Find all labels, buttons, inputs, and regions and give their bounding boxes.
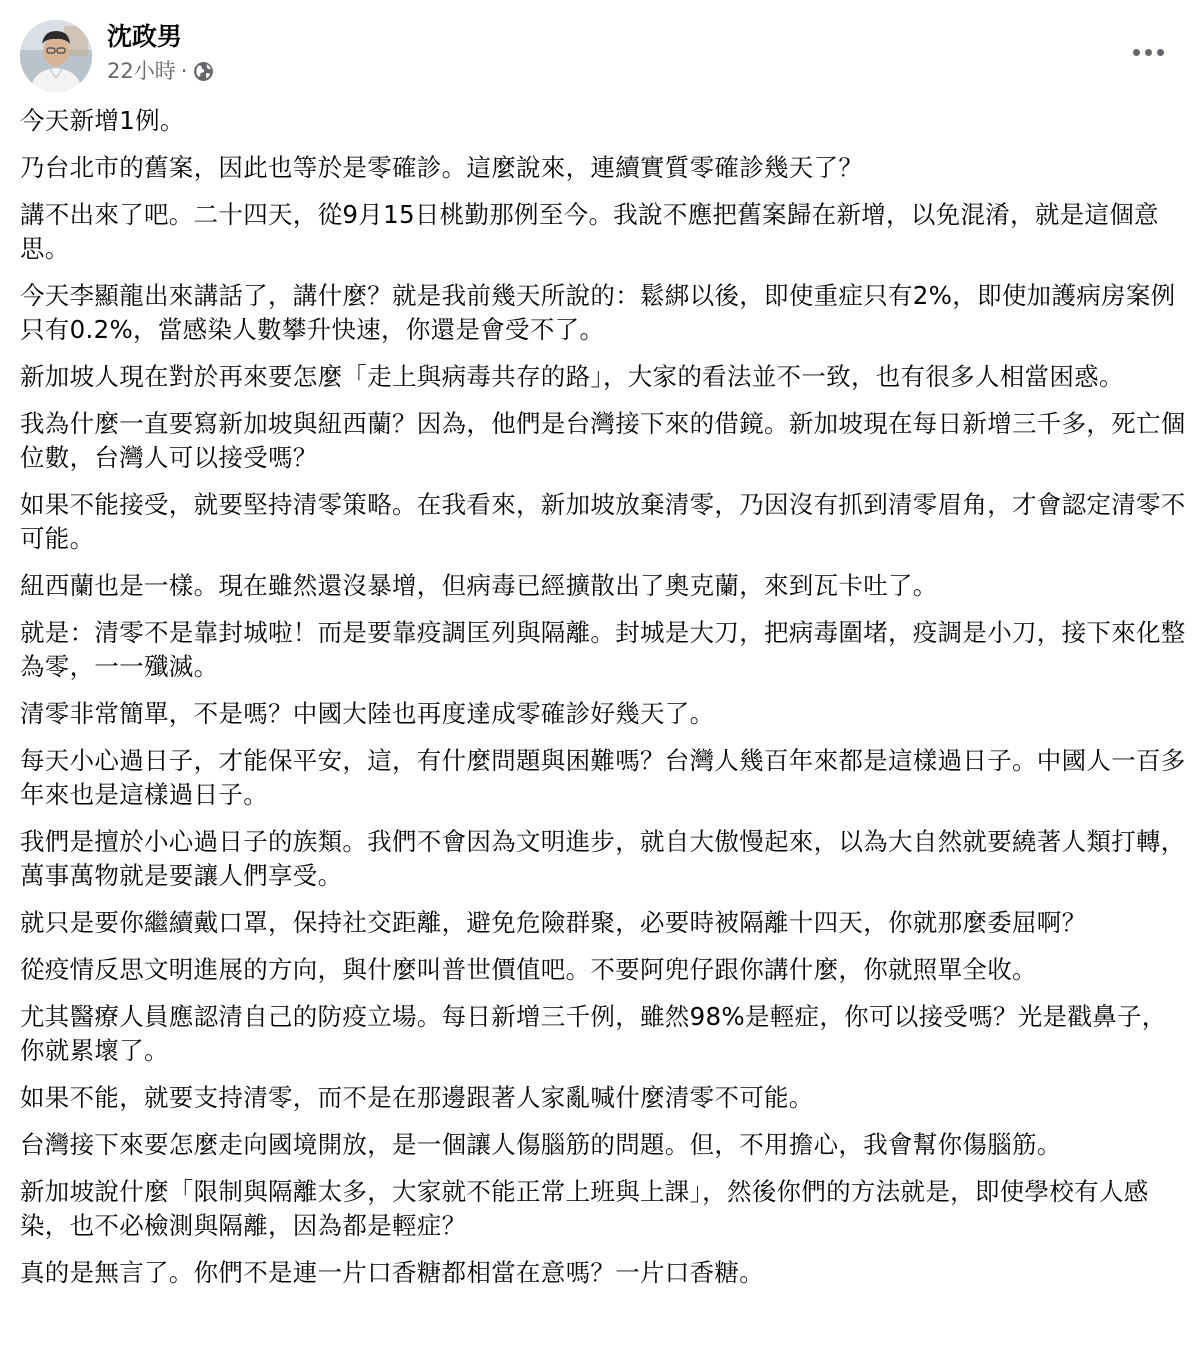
meta-separator: · (180, 59, 188, 83)
author-name[interactable]: 沈政男 (107, 22, 183, 51)
post-paragraph: 尤其醫療人員應認清自己的防疫立場。每日新增三千例，雖然98%是輕症，你可以接受嗎？光是戳鼻子，你就累壞了。 (20, 1002, 1167, 1065)
post-paragraph: 就只是要你繼續戴口罩，保持社交距離，避免危險群聚，必要時被隔離十四天，你就那麼委屈啊？ (20, 908, 1087, 937)
post-paragraph: 如果不能接受，就要堅持清零策略。在我看來，新加坡放棄清零，乃因沒有抓到清零眉角，才會認定清零不可能。 (20, 490, 1186, 553)
post-paragraph: 從疫情反思文明進展的方向，與什麼叫普世價值吧。不要阿兜仔跟你講什麼，你就照單全收。 (20, 955, 1037, 984)
post-paragraph: 今天李顯龍出來講話了，講什麼？就是我前幾天所說的：鬆綁以後，即使重症只有2%，即使加護病房案例只有0.2%，當感染人數攀升快速，你還是會受不了。 (20, 281, 1176, 344)
post-meta (107, 57, 214, 85)
globe-icon[interactable] (193, 61, 214, 82)
post-paragraph: 講不出來了吧。二十四天，從9月15日桃勤那例至今。我說不應把舊案歸在新增，以免混淆，就是這個意思。 (20, 200, 1159, 263)
post-paragraph: 就是：清零不是靠封城啦！而是要靠疫調匡列與隔離。封城是大刀，把病毒圍堵，疫調是小刀，接下來化整為零，一一殲滅。 (20, 618, 1186, 681)
post-header (20, 20, 1178, 92)
post-paragraph: 紐西蘭也是一樣。現在雖然還沒暴增，但病毒已經擴散出了奧克蘭，來到瓦卡吐了。 (20, 571, 938, 600)
more-options-icon-dot (1157, 49, 1164, 56)
avatar-photo (20, 20, 92, 92)
post-paragraph: 新加坡人現在對於再來要怎麼「走上與病毒共存的路」，大家的看法並不一致，也有很多人相當困惑。 (20, 362, 1124, 391)
more-options-button[interactable] (1124, 32, 1172, 72)
post-paragraph: 真的是無言了。你們不是連一片口香糖都相當在意嗎？一片口香糖。 (20, 1258, 764, 1287)
post-paragraph: 每天小心過日子，才能保平安，這，有什麼問題與困難嗎？台灣人幾百年來都是這樣過日子。中國人一百多年來也是這樣過日子。 (20, 746, 1186, 809)
post-paragraph: 乃台北市的舊案，因此也等於是零確診。這麼說來，連續實質零確診幾天了？ (20, 153, 864, 182)
post-timestamp[interactable]: 22小時 (107, 59, 176, 83)
post-paragraph: 我為什麼一直要寫新加坡與紐西蘭？因為，他們是台灣接下來的借鏡。新加坡現在每日新增三千多，死亡個位數，台灣人可以接受嗎？ (20, 409, 1186, 472)
post-body (20, 104, 1186, 1290)
post-paragraph: 清零非常簡單，不是嗎？中國大陸也再度達成零確診好幾天了。 (20, 699, 715, 728)
post-paragraph: 今天新增1例。 (20, 106, 185, 135)
post-paragraph: 我們是擅於小心過日子的族類。我們不會因為文明進步，就自大傲慢起來，以為大自然就要繞著人類打轉，萬事萬物就是要讓人們享受。 (20, 827, 1186, 890)
post-paragraph: 台灣接下來要怎麼走向國境開放，是一個讓人傷腦筋的問題。但，不用擔心，我會幫你傷腦筋。 (20, 1130, 1062, 1159)
more-options-icon (1133, 49, 1140, 56)
post-paragraph: 如果不能，就要支持清零，而不是在那邊跟著人家亂喊什麼清零不可能。 (20, 1083, 814, 1112)
avatar[interactable] (20, 20, 92, 92)
more-options-icon-dot (1145, 49, 1152, 56)
post-paragraph: 新加坡說什麼「限制與隔離太多，大家就不能正常上班與上課」，然後你們的方法就是，即使學校有人感染，也不必檢測與隔離，因為都是輕症？ (20, 1177, 1149, 1240)
